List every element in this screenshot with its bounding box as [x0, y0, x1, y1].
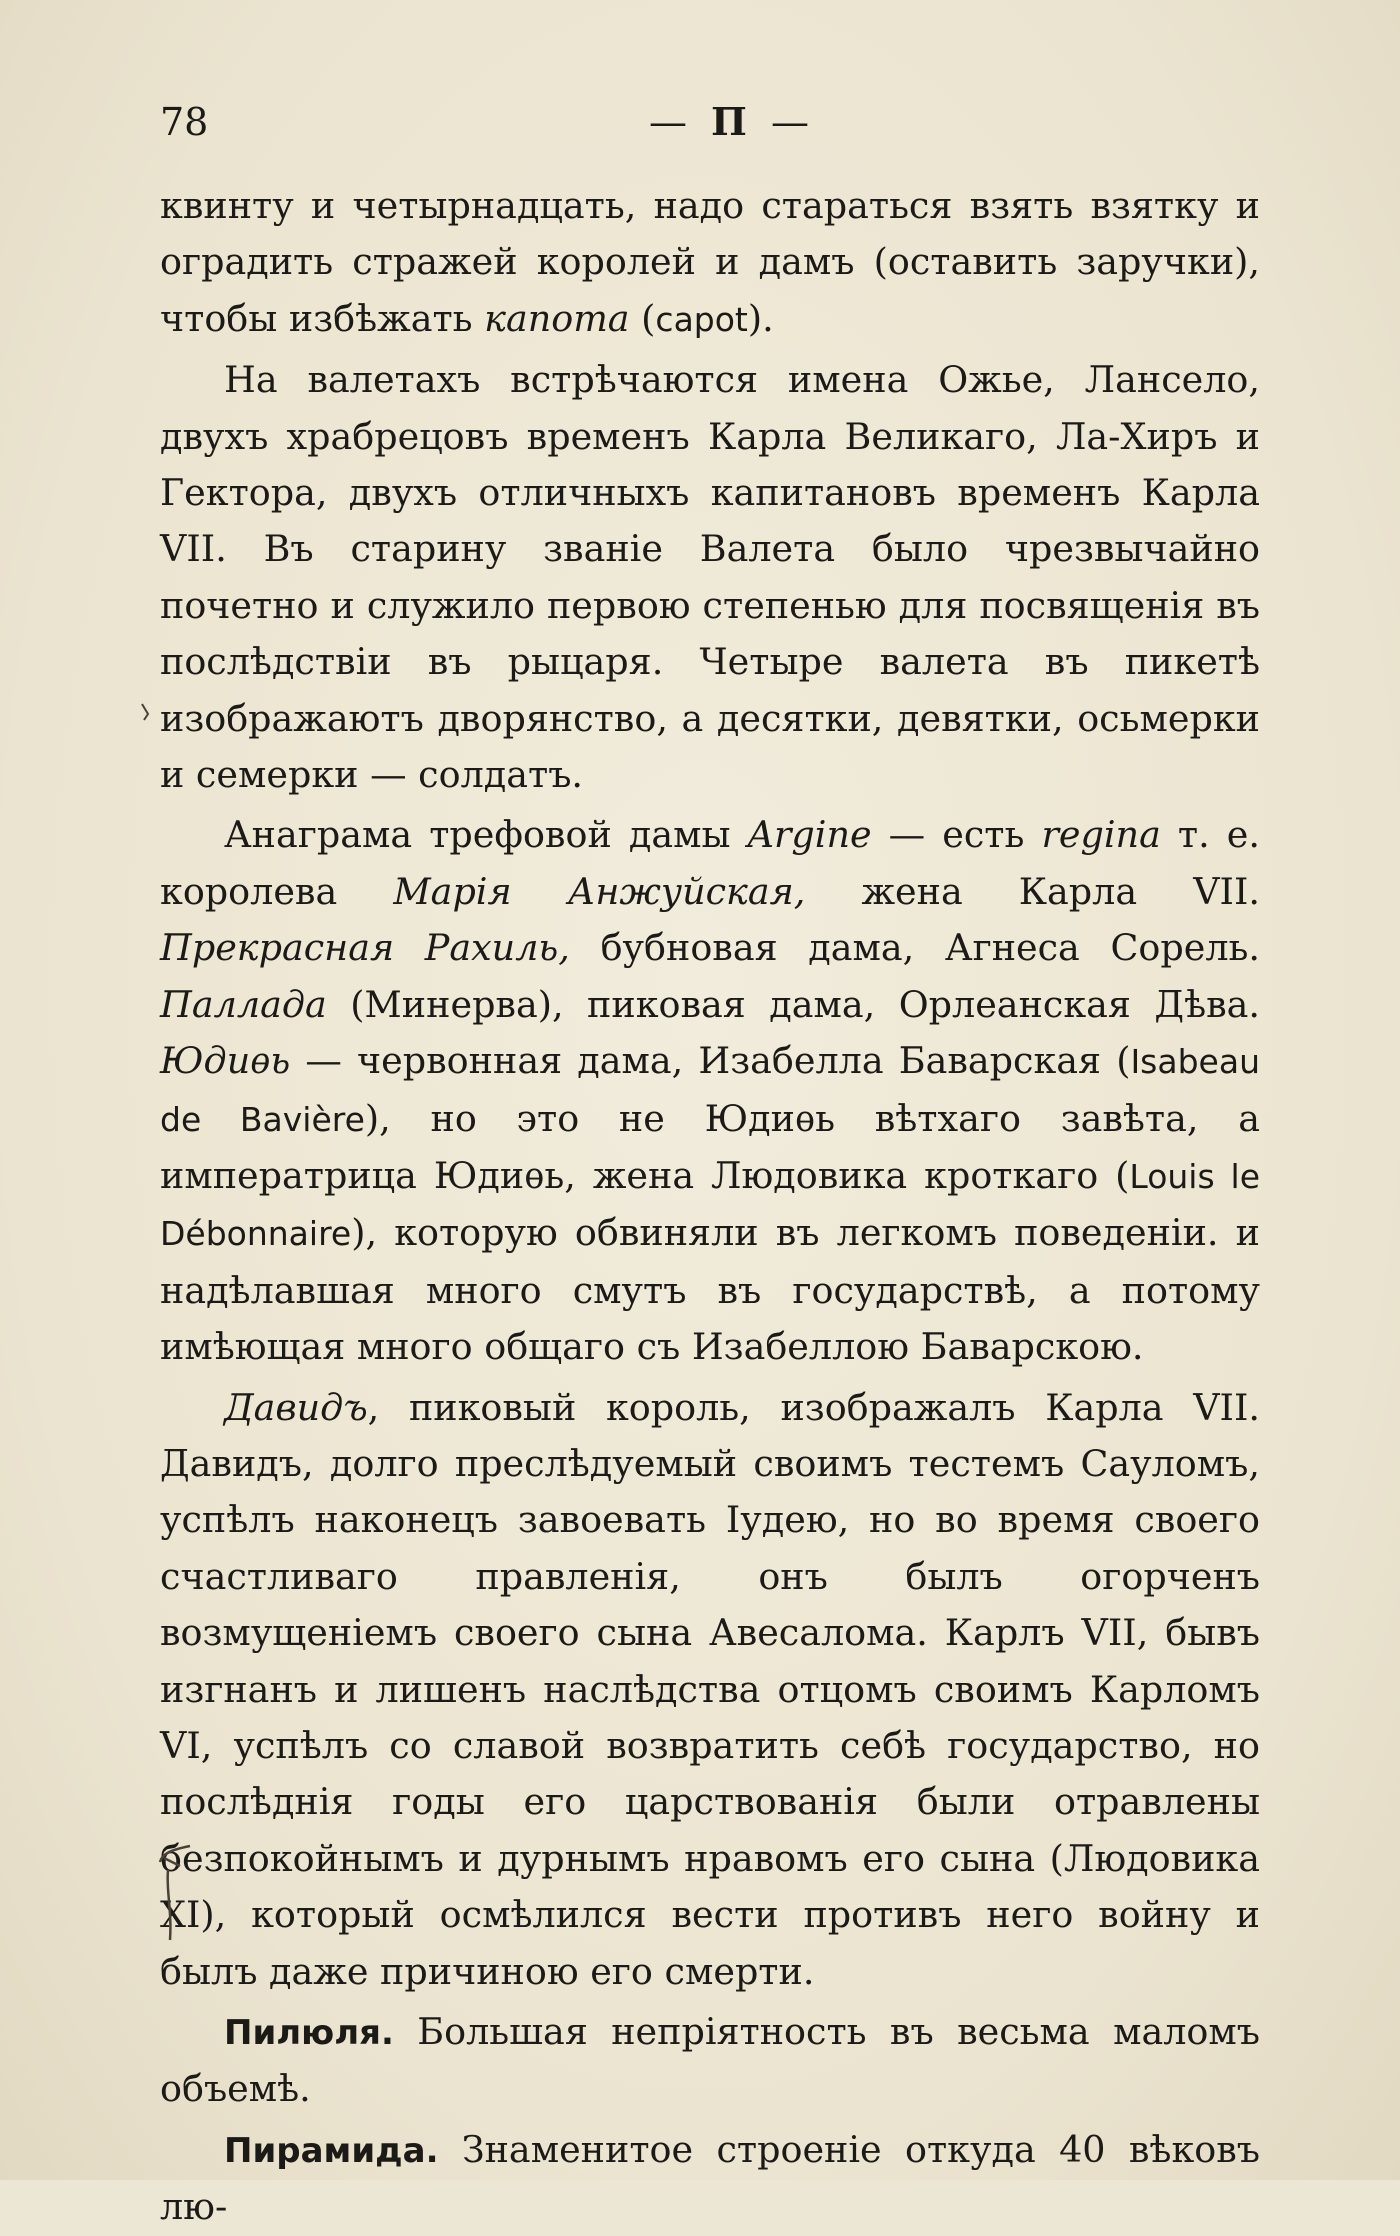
- margin-pencil-mark: [150, 1840, 200, 1950]
- foreign-term: capot: [655, 299, 748, 339]
- italic-term: Давидъ: [224, 1385, 368, 1429]
- entry-headword: Пирамида.: [224, 2130, 439, 2171]
- page-number: 78: [160, 100, 209, 144]
- text-run: т. е. королева: [160, 813, 1260, 913]
- running-head-dash-left: —: [649, 100, 690, 144]
- italic-term: Юдиѳь: [160, 1039, 291, 1083]
- entry-headword: Пилюля.: [224, 2013, 394, 2053]
- italic-term: regina: [1041, 813, 1161, 857]
- text-run: — есть: [871, 813, 1042, 857]
- entry-pilyulya: [160, 2004, 1260, 2118]
- margin-pencil-mark: [138, 700, 158, 724]
- italic-term: Марія Анжуйская,: [393, 869, 806, 913]
- running-head-dash-right: —: [770, 100, 811, 144]
- text-run: Анаграма трефовой дамы: [224, 813, 748, 857]
- text-run: — червонная дама, Изабелла Баварская (: [290, 1039, 1131, 1083]
- italic-term: Прекрасная Рахиль,: [160, 926, 570, 970]
- section-letter: П: [711, 99, 749, 144]
- foreign-term: Isabeau de Bavière: [160, 1042, 1260, 1139]
- text-run: жена Карла VII.: [805, 869, 1260, 913]
- page-header: [160, 92, 1260, 152]
- text-run: ), которую обвиняли въ легкомъ поведеніи. и надѣлавшая много смутъ въ государствѣ, а потому имѣющая много общаго съ Изабеллою Баварскою.: [160, 1211, 1260, 1369]
- italic-term: капота: [484, 296, 630, 340]
- text-run: Знаменитое строеніе откуда 40 вѣковъ лю-: [160, 2127, 1260, 2229]
- text-run: На валетахъ встрѣчаются имена Ожье, Лансело, двухъ храбрецовъ временъ Карла Великаго, Ла-Хиръ и Гектора, двухъ отличныхъ капитановъ временъ Карла VII. Въ старину званіе Валета было чрезвычайно почетно и служило первою степенью для посвященія въ послѣдствіи въ рыцаря. Четыре валета въ пикетѣ изображаютъ дворянство, а десятки, девятки, осьмерки и семерки — солдатъ.: [160, 358, 1260, 797]
- entry-piramida: [160, 2122, 1260, 2236]
- italic-term: Argine: [747, 813, 872, 857]
- text-run: ).: [747, 296, 774, 340]
- text-run: квинту и четырнадцать, надо стараться взять взятку и оградить стражей королей и дамъ (оставить заручки), чтобы избѣжать: [160, 184, 1260, 340]
- text-run: (: [629, 296, 656, 340]
- text-run: , пиковый король, изображалъ Карла VII. Давидъ, долго преслѣдуемый своимъ тестемъ Сауломъ, успѣлъ наконецъ завоевать Іудею, но во время своего счастливаго правленія, онъ былъ огорченъ возмущеніемъ своего сына Авесалома. Карлъ VII, бывъ изгнанъ и лишенъ наслѣдства отцомъ своимъ Карломъ VI, успѣлъ со славой возвратить себѣ государство, но послѣднія годы его царствованія были отравлены безпокойнымъ и дурнымъ нравомъ его сына (Людовика XI), который осмѣлился вести противъ него войну и былъ даже причиною его смерти.: [160, 1385, 1260, 1993]
- text-run: Большая непріятность въ весьма маломъ объемѣ.: [160, 2010, 1260, 2111]
- running-head: [600, 92, 860, 152]
- text-run: (Минерва), пиковая дама, Орлеанская Дѣва.: [326, 982, 1260, 1026]
- text-run: ), но это не Юдиѳь вѣтхаго завѣта, а императрица Юдиѳь, жена Людовика кроткаго (: [160, 1096, 1260, 1197]
- paragraph-continuation: [160, 178, 1260, 348]
- italic-term: Паллада: [160, 982, 327, 1026]
- paragraph-queens: [160, 807, 1260, 1375]
- foreign-term: Louis le Débonnaire: [160, 1156, 1260, 1254]
- paragraph-david: [160, 1380, 1260, 2000]
- paragraph-valets: [160, 352, 1260, 803]
- body-text: [160, 178, 1260, 2236]
- text-run: бубновая дама, Агнеса Сорель.: [569, 926, 1260, 970]
